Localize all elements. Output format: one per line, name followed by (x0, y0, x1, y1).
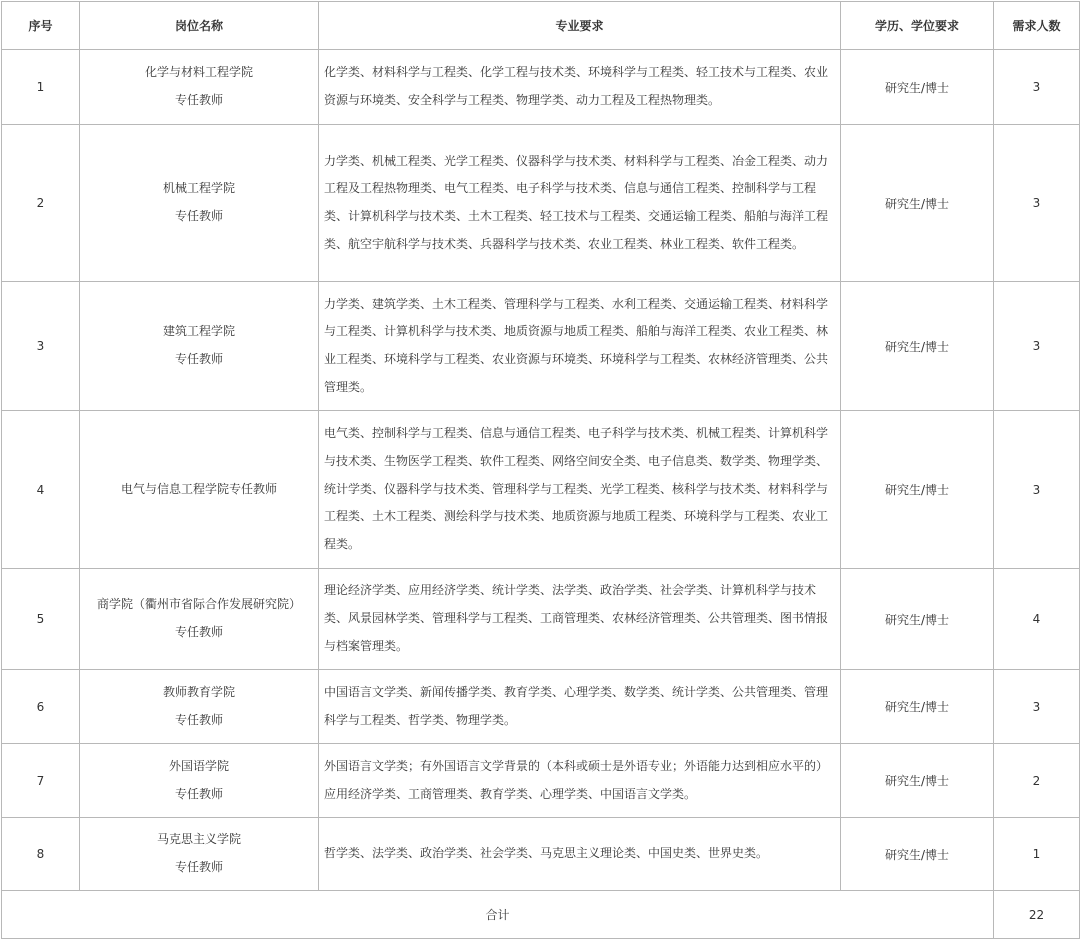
position-name: 化学与材料工程学院 (144, 65, 253, 80)
degree-cell: 研究生/博士 (841, 569, 994, 670)
position-role: 专任教师 (174, 209, 223, 223)
requirements-cell: 哲学类、法学类、政治学类、社会学类、马克思主义理论类、中国史类、世界史类。 (319, 818, 841, 891)
table-row (2, 411, 1080, 569)
row-number: 6 (2, 670, 80, 744)
requirements-cell: 化学类、材料科学与工程类、化学工程与技术类、环境科学与工程类、轻工技术与工程类、农业资源与环境类、安全科学与工程类、物理学类、动力工程及工程热物理类。 (319, 50, 841, 125)
header-position: 岗位名称 (80, 2, 319, 50)
total-label: 合计 (2, 891, 994, 939)
requirements-cell: 力学类、机械工程类、光学工程类、仪器科学与技术类、材料科学与工程类、冶金工程类、动力工程及工程热物理类、电气工程类、电子科学与技术类、信息与通信工程类、控制科学与工程类、计算机科学与技术类、土木工程类、轻工技术与工程类、交通运输工程类、船舶与海洋工程类、航空宇航科学与技术类、兵器科学与技术类、农业工程类、林业工程类、软件工程类。 (319, 125, 841, 282)
degree-cell: 研究生/博士 (841, 670, 994, 744)
count-cell: 1 (994, 818, 1080, 891)
table-row (2, 125, 1080, 282)
recruitment-table (1, 1, 1080, 939)
degree-cell: 研究生/博士 (841, 818, 994, 891)
table-row (2, 744, 1080, 818)
count-cell: 3 (994, 411, 1080, 569)
position-cell (80, 569, 319, 670)
row-number: 3 (2, 282, 80, 411)
table-row (2, 282, 1080, 411)
row-number: 5 (2, 569, 80, 670)
position-cell (80, 50, 319, 125)
requirements-cell: 力学类、建筑学类、土木工程类、管理科学与工程类、水利工程类、交通运输工程类、材料科学与工程类、计算机科学与技术类、地质资源与地质工程类、船舶与海洋工程类、农业工程类、林业工程类、环境科学与工程类、农业资源与环境类、环境科学与工程类、农林经济管理类、公共管理类。 (319, 282, 841, 411)
header-count: 需求人数 (994, 2, 1080, 50)
degree-cell: 研究生/博士 (841, 744, 994, 818)
position-cell (80, 125, 319, 282)
header-row (2, 2, 1080, 50)
count-cell: 3 (994, 282, 1080, 411)
table-row (2, 569, 1080, 670)
position-role: 专任教师 (174, 625, 223, 639)
position-role: 专任教师 (174, 93, 223, 107)
total-row (2, 891, 1080, 939)
header-requirements: 专业要求 (319, 2, 841, 50)
degree-cell: 研究生/博士 (841, 411, 994, 569)
position-cell (80, 818, 319, 891)
row-number: 8 (2, 818, 80, 891)
requirements-cell: 外国语言文学类；有外国语言文学背景的（本科或硕士是外语专业；外语能力达到相应水平的）应用经济学类、工商管理类、教育学类、心理学类、中国语言文学类。 (319, 744, 841, 818)
position-cell (80, 282, 319, 411)
position-role: 专任教师 (174, 352, 223, 366)
header-degree: 学历、学位要求 (841, 2, 994, 50)
position-name: 马克思主义学院 (156, 832, 241, 847)
requirements-cell: 理论经济学类、应用经济学类、统计学类、法学类、政治学类、社会学类、计算机科学与技术类、风景园林学类、管理科学与工程类、工商管理类、农林经济管理类、公共管理类、图书情报与档案管理类。 (319, 569, 841, 670)
count-cell: 3 (994, 125, 1080, 282)
table-row (2, 818, 1080, 891)
position-name: 机械工程学院 (162, 181, 235, 196)
position-role: 专任教师 (174, 712, 223, 727)
requirements-cell: 中国语言文学类、新闻传播学类、教育学类、心理学类、数学类、统计学类、公共管理类、管理科学与工程类、哲学类、物理学类。 (319, 670, 841, 744)
degree-cell: 研究生/博士 (841, 125, 994, 282)
count-cell: 2 (994, 744, 1080, 818)
count-cell: 4 (994, 569, 1080, 670)
table-row (2, 50, 1080, 125)
degree-cell: 研究生/博士 (841, 282, 994, 411)
position-cell (80, 411, 319, 569)
position-role: 专任教师 (174, 860, 223, 874)
position-name: 商学院（衢州市省际合作发展研究院） (96, 597, 301, 612)
count-cell: 3 (994, 50, 1080, 125)
position-cell (80, 744, 319, 818)
position-role: 专任教师 (174, 786, 223, 801)
position-name: 外国语学院 (168, 758, 229, 773)
row-number: 2 (2, 125, 80, 282)
total-count: 22 (994, 891, 1080, 939)
position-name: 教师教育学院 (162, 684, 235, 699)
row-number: 1 (2, 50, 80, 125)
table-row (2, 670, 1080, 744)
row-number: 7 (2, 744, 80, 818)
row-number: 4 (2, 411, 80, 569)
requirements-cell: 电气类、控制科学与工程类、信息与通信工程类、电子科学与技术类、机械工程类、计算机科学与技术类、生物医学工程类、软件工程类、网络空间安全类、电子信息类、数学类、物理学类、统计学类、仪器科学与技术类、管理科学与工程类、光学工程类、核科学与技术类、材料科学与工程类、土木工程类、测绘科学与技术类、地质资源与地质工程类、环境科学与工程类、农业工程类。 (319, 411, 841, 569)
header-no: 序号 (2, 2, 80, 50)
position-cell (80, 670, 319, 744)
position-name: 建筑工程学院 (162, 324, 235, 339)
position-name: 电气与信息工程学院专任教师 (120, 481, 277, 496)
degree-cell: 研究生/博士 (841, 50, 994, 125)
count-cell: 3 (994, 670, 1080, 744)
